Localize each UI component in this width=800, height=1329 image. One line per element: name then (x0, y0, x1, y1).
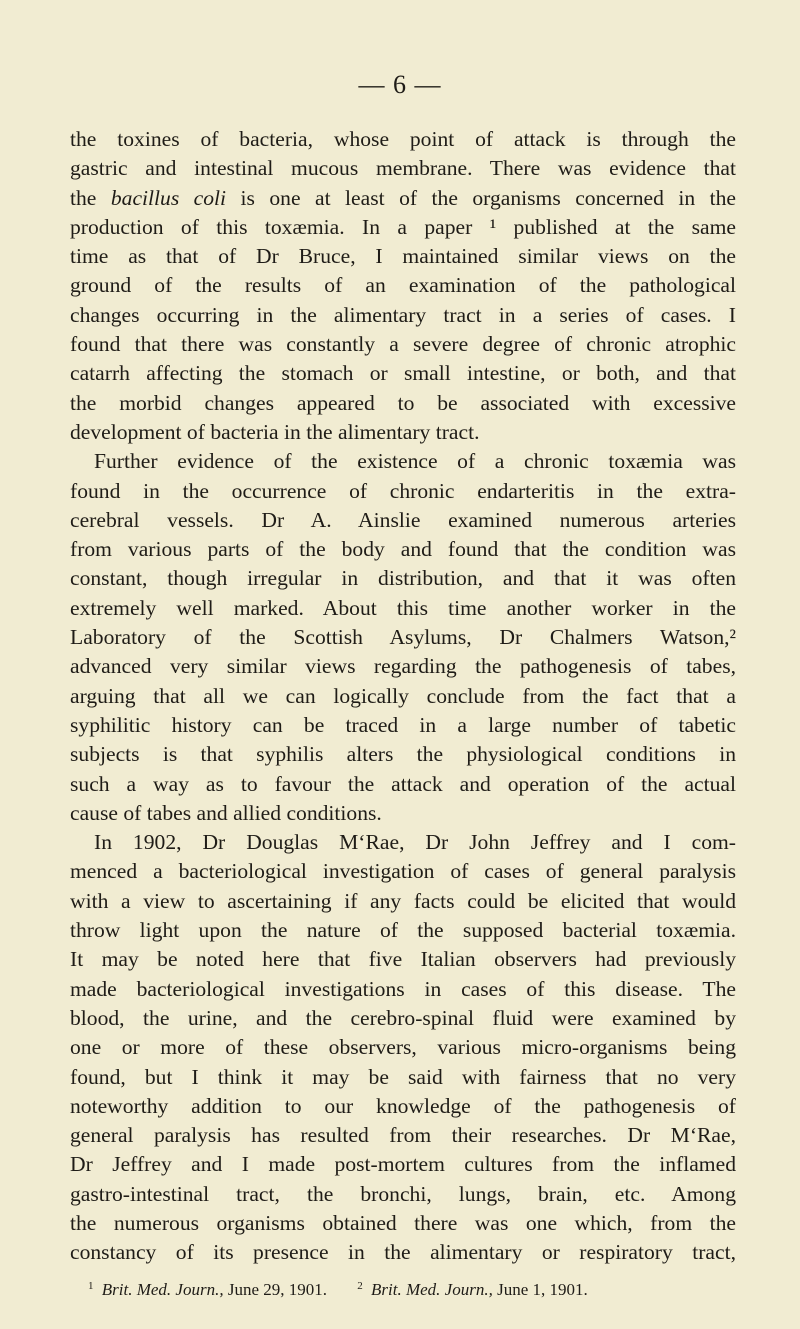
text-line: blood, the urine, and the cerebro-spinal fluid were examined by (70, 1005, 736, 1030)
species-name: bacillus coli (110, 185, 227, 210)
text-line: catarrh affecting the stomach or small intestine, or both, and that (70, 361, 736, 386)
text-line: subjects is that syphilis alters the physiological conditions in (70, 742, 736, 767)
text-line: found in the occurrence of chronic endarteritis in the extra- (70, 478, 736, 503)
footnote-journal: Brit. Med. Journ., (101, 1280, 224, 1299)
footnote (357, 1275, 588, 1301)
page-number: — 6 — (358, 70, 442, 99)
text-line: Laboratory of the Scottish Asylums, Dr Chalmers Watson,² (70, 625, 736, 650)
text-line: cerebral vessels. Dr A. Ainslie examined numerous arteries (70, 507, 736, 532)
text-line: constant, though irregular in distribution, and that it was often (70, 566, 736, 591)
text-line: the bacillus coli is one at least of the organisms concerned in the (70, 185, 737, 210)
text-line: throw light upon the nature of the supposed bacterial toxæmia. (70, 918, 736, 943)
text-line: development of bacteria in the alimentary tract. (70, 419, 480, 444)
text-line: time as that of Dr Bruce, I maintained similar views on the (70, 244, 736, 269)
text-line: It may be noted here that five Italian observers had previously (70, 947, 736, 972)
footnote-journal: Brit. Med. Journ., (371, 1280, 493, 1299)
text-line: menced a bacteriological investigation of cases of general paralysis (70, 859, 736, 884)
footnote-mark: 1 (88, 1280, 94, 1292)
text-line: extremely well marked. About this time another worker in the (70, 595, 736, 620)
text-line: production of this toxæmia. In a paper ¹ published at the same (70, 214, 736, 239)
text-line: constancy of its presence in the alimentary or respiratory tract, (70, 1240, 736, 1265)
text-line: In 1902, Dr Douglas M‘Rae, Dr John Jeffrey and I com- (94, 830, 736, 855)
text-line: such a way as to favour the attack and operation of the actual (70, 771, 736, 796)
text-line: one or more of these observers, various micro-organisms being (70, 1035, 736, 1060)
text-line: made bacteriological investigations in cases of this disease. The (70, 976, 736, 1001)
text-line: noteworthy addition to our knowledge of the pathogenesis of (70, 1093, 736, 1118)
text-line: from various parts of the body and found that the condition was (70, 537, 736, 562)
text-line: the toxines of bacteria, whose point of attack is through the (70, 127, 736, 151)
text-line: found, but I think it may be said with fairness that no very (70, 1064, 736, 1089)
text-line: changes occurring in the alimentary tract in a series of cases. I (70, 302, 736, 327)
body-text (70, 125, 736, 1268)
text-line: Further evidence of the existence of a chronic toxæmia was (94, 449, 736, 474)
footnotes (88, 1275, 728, 1301)
footnote (88, 1275, 327, 1301)
text-line: cause of tabes and allied conditions. (70, 800, 382, 825)
text-line: ground of the results of an examination of the pathological (70, 273, 736, 298)
text-line: the morbid changes appeared to be associated with excessive (70, 390, 736, 415)
text-line: with a view to ascertaining if any facts could be elicited that would (70, 888, 736, 913)
text-line: Dr Jeffrey and I made post-mortem cultures from the inflamed (70, 1152, 736, 1177)
text-line: found that there was constantly a severe degree of chronic atrophic (70, 332, 736, 357)
footnote-date: June 1, 1901. (497, 1280, 588, 1299)
text-line: advanced very similar views regarding the pathogenesis of tabes, (70, 654, 736, 679)
text-line: general paralysis has resulted from their researches. Dr M‘Rae, (70, 1123, 736, 1148)
footnote-mark: 2 (357, 1280, 363, 1292)
text-line: gastro-intestinal tract, the bronchi, lungs, brain, etc. Among (70, 1181, 736, 1206)
text-line: gastric and intestinal mucous membrane. There was evidence that (70, 156, 736, 181)
text-line: syphilitic history can be traced in a large number of tabetic (70, 712, 736, 737)
text-line: the numerous organisms obtained there was one which, from the (70, 1210, 736, 1235)
text-line: arguing that all we can logically conclude from the fact that a (70, 683, 736, 708)
footnote-date: June 29, 1901. (227, 1280, 327, 1299)
